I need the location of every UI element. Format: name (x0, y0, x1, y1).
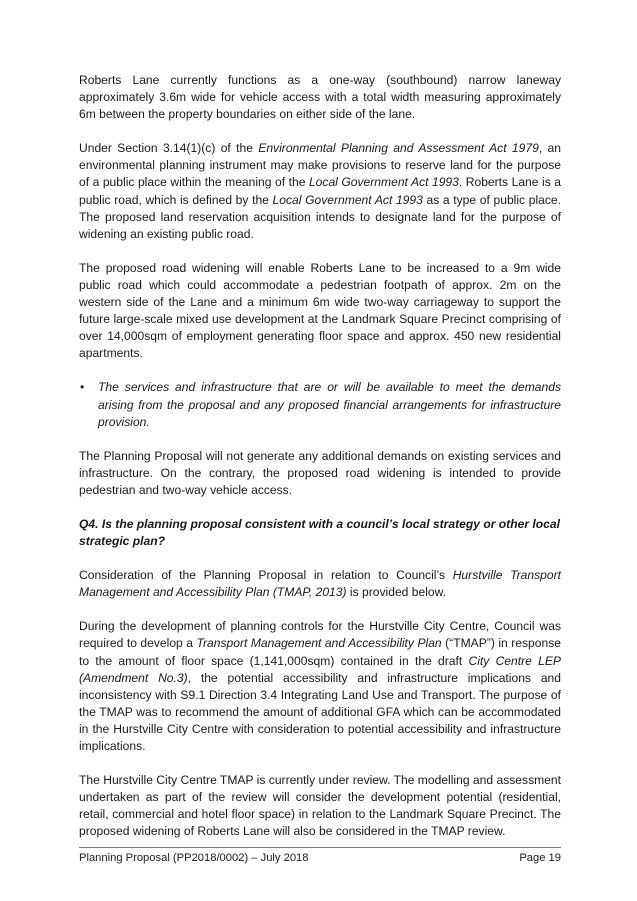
p5-tmap-title: Hurstville Transport Management and Accessibility Plan (TMAP, 2013) (79, 568, 561, 600)
paragraph-roberts-lane-current: Roberts Lane currently functions as a one-way (southbound) narrow laneway approximately 3.6m wide for vehicle access with a total width measuring approximately 6m between the property boundaries on either side of the lane. (79, 73, 561, 122)
paragraph-consideration (79, 567, 561, 601)
paragraph-road-widening: The proposed road widening will enable Roberts Lane to be increased to a 9m wide public road which could accommodate a pedestrian footpath of approx. 2m on the western side of the Lane and a minimum 6m wide two-way carriageway to support the future large-scale mixed use development at the Landmark Square Precinct comprising of over 14,000sqm of employment generating floor space and approx. 450 new residential apartments. (79, 260, 561, 361)
document-body (79, 72, 561, 857)
p2-text-g: as a type of public place. The proposed land reservation acquisition intends to designate land for the purpose of widening an existing public road. (79, 192, 561, 241)
p6-text-c: (“TMAP”) in response to the amount of floor space (1,141,000sqm) contained in the draft (79, 636, 561, 668)
p6-text-a: During the development of planning controls for the Hurstville City Centre, Council was required to develop a (79, 619, 561, 651)
footer-page-number: Page 19 (519, 852, 561, 864)
bullet-icon: • (80, 380, 85, 395)
p6-text-e: , the potential accessibility and infrastructure implications and inconsistency with S9.1 Direction 3.4 Integrating Land Use and Transport. The purpose of the TMAP was to recommend the amount of additional GFA which can be accommodated in the Hurstville City Centre with consideration to potential accessibility and infrastructure implications. (79, 670, 561, 753)
page-footer (79, 847, 561, 864)
p2-text-a: Under Section 3.14(1)(c) of the (79, 141, 259, 156)
p2-act-name: Environmental Planning and Assessment Act 1979 (258, 141, 539, 156)
p2-text-e: . Roberts Lane is a public road, which is defined by the (79, 175, 561, 207)
bullet-text: The services and infrastructure that are or will be available to meet the demands arising from the proposal and any proposed financial arrangements for infrastructure provision. (98, 380, 561, 429)
paragraph-no-additional-demands: The Planning Proposal will not generate any additional demands on existing services and infrastructure. On the contrary, the proposed road widening is intended to provide pedestrian and two-way vehicle access. (79, 448, 561, 497)
p2-text-c: , an environmental planning instrument may make provisions to reserve land for the purpose of a public place within the meaning of the (79, 141, 561, 190)
paragraph-tmap-development (79, 618, 561, 755)
p2-local-gov-act-2: Local Government Act 1993 (272, 192, 423, 207)
heading-q4: Q4. Is the planning proposal consistent with a council’s local strategy or other local strategic plan? (79, 516, 560, 549)
paragraph-tmap-review: The Hurstville City Centre TMAP is currently under review. The modelling and assessment undertaken as part of the review will consider the development potential (residential, retail, commercial and hotel floor space) in relation to the Landmark Square Precinct. The proposed widening of Roberts Lane will also be considered in the TMAP review. (79, 773, 561, 839)
p2-local-gov-act: Local Government Act 1993 (308, 175, 459, 190)
p6-lep-name: City Centre LEP (Amendment No.3) (79, 653, 561, 685)
paragraph-section-3-14 (79, 140, 561, 243)
bullet-item (79, 379, 561, 430)
p5-text-a: Consideration of the Planning Proposal in relation to Council’s (79, 568, 453, 583)
p5-text-c: is provided below. (346, 585, 447, 600)
footer-document-title: Planning Proposal (PP2018/0002) – July 2018 (79, 852, 309, 864)
p6-tmap-name: Transport Management and Accessibility Plan (196, 636, 442, 651)
